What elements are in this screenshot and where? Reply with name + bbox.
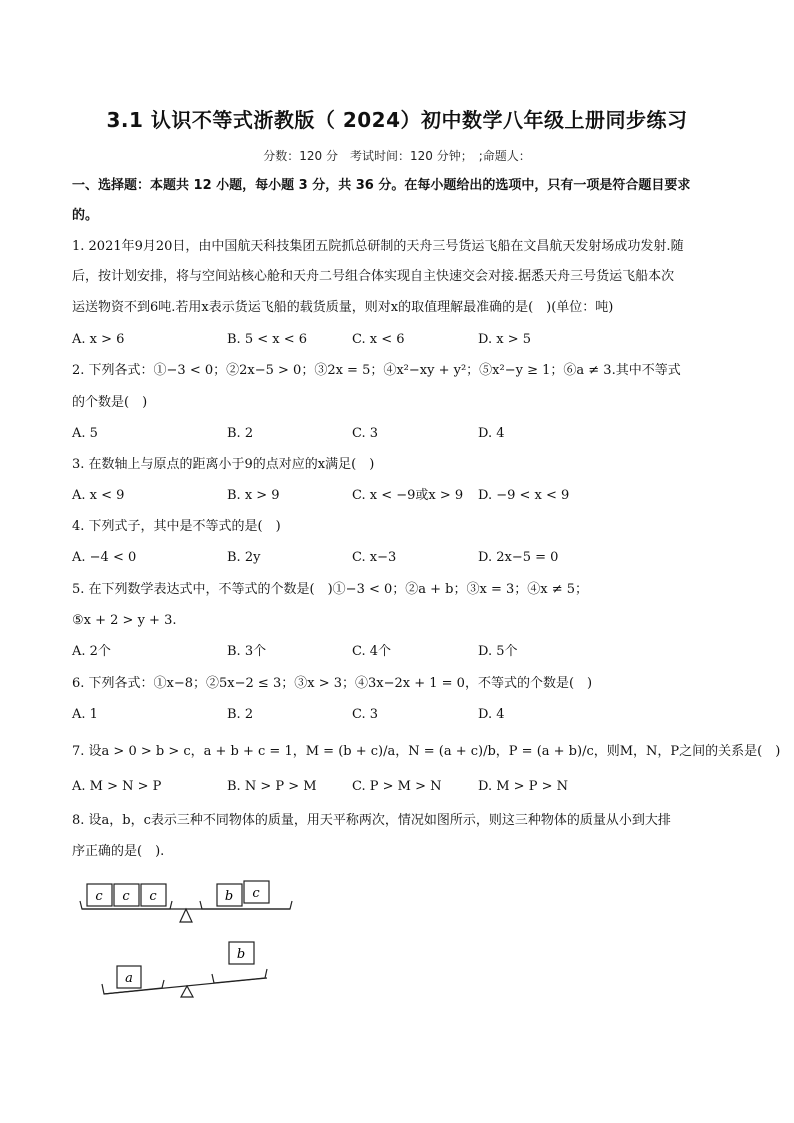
question-8-line-2: 序正确的是( ). xyxy=(72,844,165,859)
scale-1-fulcrum xyxy=(180,909,192,922)
question-6-line-1: 6. 下列各式：①x−8；②5x−2 ≤ 3；③x > 3；④3x−2x + 1 = 0，不等式的个数是( ) xyxy=(72,676,593,691)
question-8-line-1: 8. 设a，b，c表示三种不同物体的质量，用天平称两次，情况如图所示，则这三种物体的质量从小到大排 xyxy=(72,813,671,828)
question-1-line-3: 运送物资不到6吨.若用x表示货运飞船的载货质量，则对x的取值理解最准确的是( )(单位：吨) xyxy=(72,300,614,315)
question-2-option-c: C. 3 xyxy=(352,426,379,441)
question-5-line-2: ⑤x + 2 > y + 3. xyxy=(72,613,177,628)
question-7-line-1: 7. 设a > 0 > b > c，a + b + c = 1，M = (b + c)/a，N = (a + c)/b，P = (a + b)/c，则M，N，P之间的关系是( ) xyxy=(72,744,781,759)
question-4-line-1: 4. 下列式子，其中是不等式的是( ) xyxy=(72,519,281,534)
balance-scale-figure xyxy=(72,870,312,1005)
question-1-option-b: B. 5 < x < 6 xyxy=(227,332,308,347)
weight-label: c xyxy=(95,889,103,904)
question-5-option-c: C. 4个 xyxy=(352,644,392,659)
question-2-line-2: 的个数是( ) xyxy=(72,395,148,410)
weight-label: c xyxy=(252,886,260,901)
scale-2-fulcrum xyxy=(181,986,193,997)
question-6-option-a: A. 1 xyxy=(72,707,98,722)
question-4-option-a: A. −4 < 0 xyxy=(72,550,137,565)
question-5-option-a: A. 2个 xyxy=(72,644,111,659)
weight-label: a xyxy=(125,971,133,986)
question-3-line-1: 3. 在数轴上与原点的距离小于9的点对应的x满足( ) xyxy=(72,457,375,472)
question-3-option-d: D. −9 < x < 9 xyxy=(478,488,570,503)
question-3-option-c: C. x < −9或x > 9 xyxy=(352,488,464,503)
question-7-option-a: A. M > N > P xyxy=(72,779,162,794)
question-2-option-b: B. 2 xyxy=(227,426,254,441)
question-7-option-d: D. M > P > N xyxy=(478,779,568,794)
weight-label: b xyxy=(236,947,246,962)
question-5-option-d: D. 5个 xyxy=(478,644,518,659)
question-1-option-a: A. x > 6 xyxy=(72,332,125,347)
question-3-option-b: B. x > 9 xyxy=(227,488,280,503)
section-heading-line-2: 的。 xyxy=(72,208,99,223)
question-6-option-c: C. 3 xyxy=(352,707,379,722)
question-1-line-1: 1. 2021年9月20日，由中国航天科技集团五院抓总研制的天舟三号货运飞船在文昌航天发射场成功发射.随 xyxy=(72,239,684,254)
question-1-option-d: D. x > 5 xyxy=(478,332,531,347)
question-4-option-d: D. 2x−5 = 0 xyxy=(478,550,559,565)
question-6-option-b: B. 2 xyxy=(227,707,254,722)
scale-2-right-pan xyxy=(212,969,267,983)
question-7-option-c: C. P > M > N xyxy=(352,779,442,794)
question-4-option-b: B. 2y xyxy=(227,550,261,565)
question-2-option-d: D. 4 xyxy=(478,426,505,441)
weight-label: c xyxy=(149,889,157,904)
question-7-option-b: B. N > P > M xyxy=(227,779,317,794)
question-2-line-1: 2. 下列各式：①−3 < 0；②2x−5 > 0；③2x = 5；④x²−xy + y²；⑤x²−y ≥ 1；⑥a ≠ 3.其中不等式 xyxy=(72,363,681,378)
balance-scale-2 xyxy=(102,942,267,997)
question-1-line-2: 后，按计划安排，将与空间站核心舱和天舟二号组合体实现自主快速交会对接.据悉天舟三号货运飞船本次 xyxy=(72,269,675,284)
weight-label: b xyxy=(224,889,234,904)
page-title: 3.1 认识不等式浙教版（ 2024）初中数学八年级上册同步练习 xyxy=(106,108,688,132)
question-2-option-a: A. 5 xyxy=(72,426,98,441)
question-3-option-a: A. x < 9 xyxy=(72,488,125,503)
question-4-option-c: C. x−3 xyxy=(352,550,397,565)
question-5-option-b: B. 3个 xyxy=(227,644,267,659)
balance-scale-1 xyxy=(80,881,292,922)
question-6-option-d: D. 4 xyxy=(478,707,505,722)
exam-info: 分数：120 分 考试时间：120 分钟； ;命题人： xyxy=(263,149,531,163)
weight-label: c xyxy=(122,889,130,904)
question-1-option-c: C. x < 6 xyxy=(352,332,405,347)
question-5-line-1: 5. 在下列数学表达式中，不等式的个数是( )①−3 < 0；②a + b；③x = 3；④x ≠ 5； xyxy=(72,582,589,597)
section-heading-line-1: 一、选择题：本题共 12 小题，每小题 3 分，共 36 分。在每小题给出的选项中，只有一项是符合题目要求 xyxy=(72,178,691,193)
